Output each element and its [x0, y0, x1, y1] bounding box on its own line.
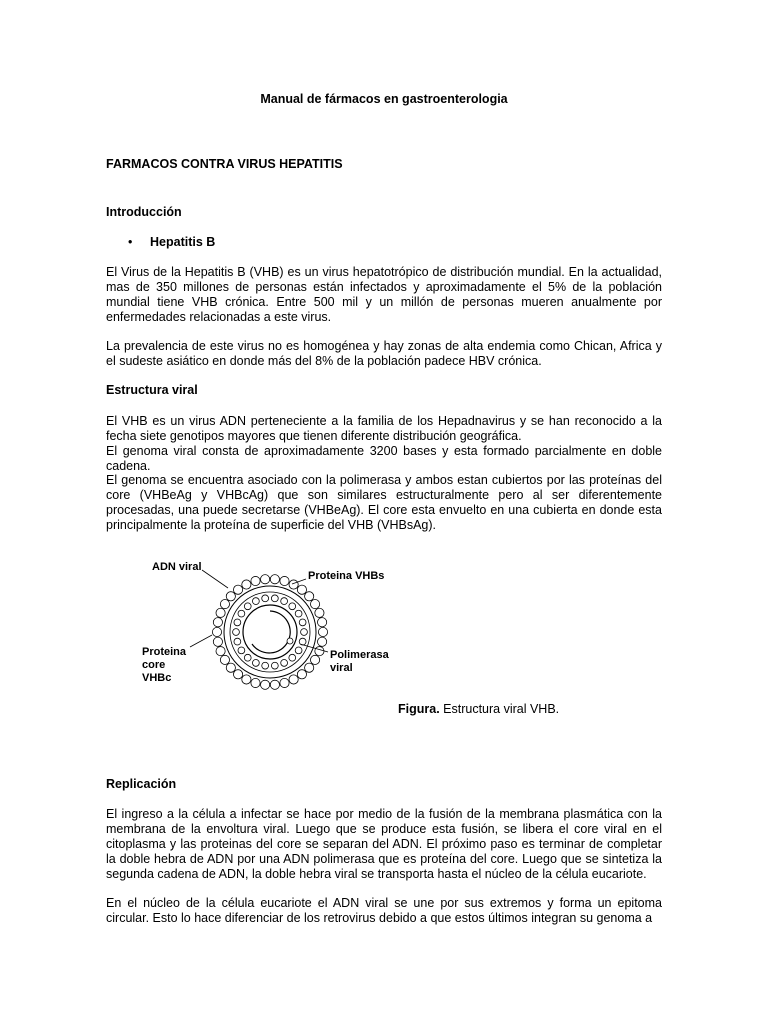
- envelope-bead: [270, 575, 279, 584]
- envelope-bead: [318, 627, 327, 636]
- envelope-bead: [280, 678, 289, 687]
- envelope-bead: [318, 618, 327, 627]
- core-bead: [271, 595, 278, 602]
- envelope-bead: [310, 600, 319, 609]
- figure-caption-bold: Figura.: [398, 702, 440, 716]
- section-heading: FARMACOS CONTRA VIRUS HEPATITIS: [106, 157, 343, 171]
- envelope-bead: [251, 576, 260, 585]
- replication-paragraph-2: En el núcleo de la célula eucariote el ADN viral se une por sus extremos y forma un epitoma circular. Esto lo hace diferenciar de los retrovirus debido a que estos últimos integran su genoma a: [106, 896, 662, 925]
- bullet-list-item: [128, 235, 215, 249]
- envelope-membrane-inner: [230, 592, 310, 672]
- label-proteina-core-line3: VHBc: [142, 672, 172, 684]
- polymerase-marker: [287, 638, 293, 644]
- envelope-bead: [305, 592, 314, 601]
- core-bead: [238, 647, 245, 654]
- virus-structure-figure: [140, 552, 400, 702]
- bullet-icon: •: [128, 235, 133, 249]
- structure-paragraph-2: El genoma viral consta de aproximadamente 3200 bases y esta formado parcialmente en doble cadena.: [106, 444, 662, 473]
- envelope-bead: [310, 655, 319, 664]
- envelope-bead: [242, 580, 251, 589]
- core-bead: [252, 660, 259, 667]
- label-polimerasa: [330, 649, 389, 675]
- envelope-bead: [251, 678, 260, 687]
- envelope-bead: [220, 600, 229, 609]
- envelope-bead: [280, 576, 289, 585]
- envelope-bead: [289, 580, 298, 589]
- core-bead: [281, 598, 288, 605]
- envelope-bead: [270, 680, 279, 689]
- envelope-bead: [216, 647, 225, 656]
- envelope-bead: [261, 680, 270, 689]
- structure-heading: Estructura viral: [106, 383, 198, 397]
- dna-inner-strand: [252, 611, 290, 653]
- label-polimerasa-line1: Polimerasa: [330, 649, 389, 661]
- bullet-item-text: Hepatitis B: [150, 235, 216, 249]
- envelope-bead: [226, 663, 235, 672]
- envelope-bead: [315, 647, 324, 656]
- figure-caption: [398, 702, 559, 716]
- core-bead: [233, 629, 240, 636]
- replication-paragraph-1: El ingreso a la célula a infectar se hace por medio de la fusión de la membrana plasmática con la membrana de la envoltura viral. Luego que se produce esta fusión, se libera el core viral en el citoplasma y las proteinas del core se separan del ADN. El próximo paso es terminar de completar la doble hebra de ADN por una ADN polimerasa que es proteína del core. Luego que se sintetiza la segunda cadena de ADN, la doble hebra viral se transporta hasta el núcleo de la célula eucariote.: [106, 807, 662, 881]
- core-bead: [238, 610, 245, 617]
- intro-paragraph-1: El Virus de la Hepatitis B (VHB) es un virus hepatotrópico de distribución mundial. En la actualidad, mas de 350 millones de personas están infectados y aproximadamente el 5% de la población mundial tiene VHB crónica. Entre 500 mil y un millón de personas mueren anualmente por enfermedades relacionadas a este virus.: [106, 265, 662, 324]
- core-bead: [295, 610, 302, 617]
- core-bead: [301, 629, 308, 636]
- label-proteina-core-line2: core: [142, 659, 166, 671]
- core-bead: [271, 662, 278, 669]
- envelope-bead: [233, 670, 242, 679]
- core-bead: [234, 638, 241, 645]
- label-polimerasa-line2: viral: [330, 662, 353, 674]
- core-protein-beads: [233, 595, 308, 669]
- label-adn-viral: ADN viral: [152, 561, 202, 573]
- envelope-bead: [212, 627, 221, 636]
- envelope-bead: [305, 663, 314, 672]
- envelope-bead: [216, 608, 225, 617]
- envelope-bead: [242, 675, 251, 684]
- leader-core: [190, 635, 212, 647]
- envelope-bead: [213, 637, 222, 646]
- structure-paragraph-1: El VHB es un virus ADN perteneciente a la familia de los Hepadnavirus y se han reconocido a la fecha siete genotipos mayores que tienen diferente distribución geográfica.: [106, 414, 662, 443]
- envelope-bead: [297, 585, 306, 594]
- core-bead: [281, 660, 288, 667]
- intro-heading: Introducción: [106, 205, 182, 219]
- label-proteina-core: [142, 646, 186, 685]
- envelope-bead: [261, 575, 270, 584]
- envelope-bead: [318, 637, 327, 646]
- leader-adn: [202, 570, 228, 588]
- core-bead: [299, 619, 306, 626]
- core-bead: [244, 654, 251, 661]
- envelope-bead: [213, 618, 222, 627]
- envelope-bead: [233, 585, 242, 594]
- envelope-bead: [220, 655, 229, 664]
- figure-caption-text: Estructura viral VHB.: [439, 702, 560, 716]
- core-bead: [289, 654, 296, 661]
- core-bead: [262, 595, 269, 602]
- core-bead: [295, 647, 302, 654]
- label-proteina-vhbs: Proteina VHBs: [308, 570, 385, 582]
- structure-paragraph-3: El genoma se encuentra asociado con la polimerasa y ambos estan cubiertos por las proteínas del core (VHBeAg y VHBcAg) que son similares estructuralmente pero al ser diferentemente procesadas, una puede secretarse (VHBeAg). El core esta envuelto en una cubierta en donde esta principalmente la proteína de superficie del VHB (VHBsAg).: [106, 473, 662, 532]
- envelope-bead: [315, 608, 324, 617]
- document-title: Manual de fármacos en gastroenterologia: [260, 92, 508, 106]
- envelope-bead: [289, 675, 298, 684]
- envelope-bead: [226, 592, 235, 601]
- dna-outer-strand: [243, 605, 297, 659]
- intro-paragraph-2: La prevalencia de este virus no es homogénea y hay zonas de alta endemia como Chican, Africa y el sudeste asiático en donde más del 8% de la población padece HBV crónica.: [106, 339, 662, 368]
- core-bead: [244, 603, 251, 610]
- core-bead: [252, 598, 259, 605]
- core-bead: [289, 603, 296, 610]
- core-bead: [234, 619, 241, 626]
- core-bead: [262, 662, 269, 669]
- label-proteina-core-line1: Proteina: [142, 646, 187, 658]
- envelope-bead: [297, 670, 306, 679]
- replication-heading: Replicación: [106, 777, 177, 791]
